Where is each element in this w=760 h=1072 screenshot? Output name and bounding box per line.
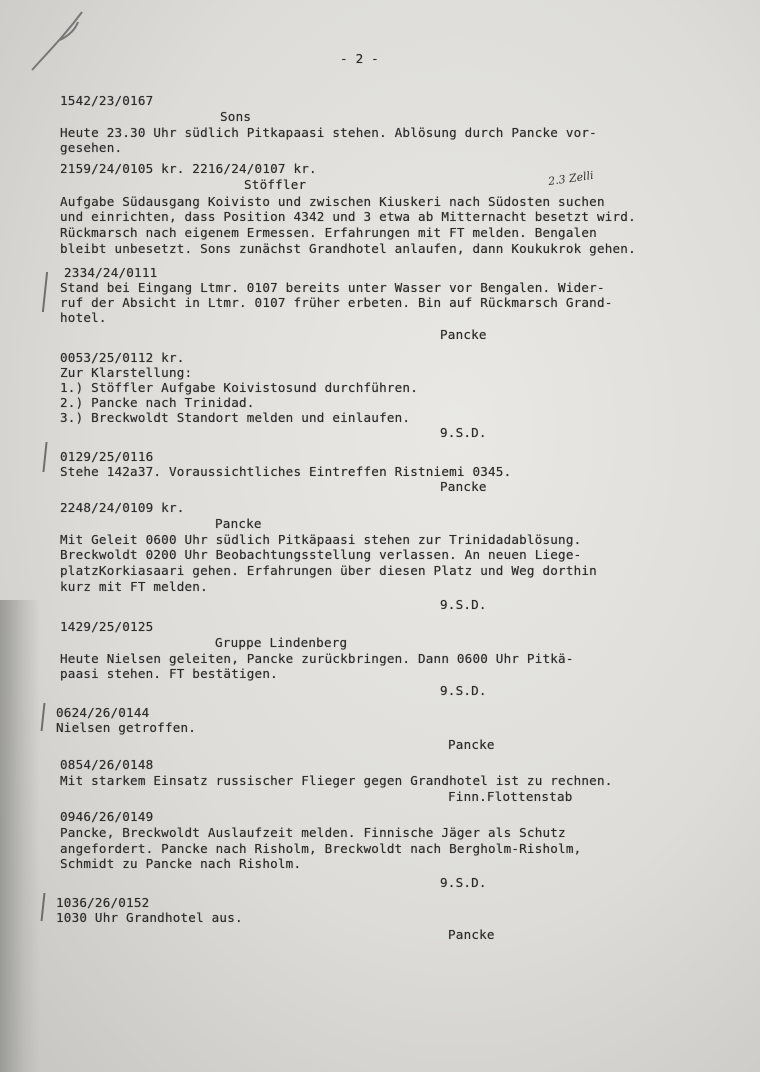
entry-header: 1036/26/0152 [56,895,150,910]
margin-mark [41,893,49,921]
entry-text: und einrichten, dass Position 4342 und 3 etwa ab Mitternacht besetzt wird. [60,209,636,224]
entry-text: Pancke, Breckwoldt Auslaufzeit melden. Finnische Jäger als Schutz [60,825,566,840]
entry-text: ruf der Absicht in Ltmr. 0107 früher erbeten. Bin auf Rückmarsch Grand- [60,295,613,310]
entry-sender: Pancke [448,927,495,942]
entry-addressee: Gruppe Lindenberg [215,635,348,650]
entry-text: Zur Klarstellung: [60,365,193,380]
entry-header: 0624/26/0144 [56,705,150,720]
entry-header: 0129/25/0116 [60,449,154,464]
entry-sender: 9.S.D. [440,875,487,890]
entry-sender: Finn.Flottenstab [448,789,573,804]
list-item: 1.) Stöffler Aufgabe Koivistosund durchführen. [60,380,418,395]
entry-text: Mit Geleit 0600 Uhr südlich Pitkäpaasi stehen zur Trinidadablösung. [60,532,582,547]
entry-sender: Pancke [440,479,487,494]
entry-sender: Pancke [440,327,487,342]
entry-text: Stehe 142a37. Voraussichtliches Eintreffen Ristniemi 0345. [60,464,512,479]
entry-text: hotel. [60,310,107,325]
entry-text: 1030 Uhr Grandhotel aus. [56,910,243,925]
entry-sender: 9.S.D. [440,683,487,698]
entry-sender: 9.S.D. [440,597,487,612]
entry-header: 2159/24/0105 kr. 2216/24/0107 kr. [60,161,317,176]
entry-header: 0053/25/0112 kr. [60,350,185,365]
page-number: - 2 - [340,51,379,66]
entry-text: Aufgabe Südausgang Koivisto und zwischen Kiuskeri nach Südosten suchen [60,194,605,209]
entry-text: Mit starkem Einsatz russischer Flieger gegen Grandhotel ist zu rechnen. [60,773,613,788]
entry-addressee: Pancke [215,516,262,531]
entry-header: 0854/26/0148 [60,757,154,772]
entry-text: angefordert. Pancke nach Risholm, Breckwoldt nach Bergholm-Risholm, [60,841,582,856]
corner-scribble [20,0,110,80]
handwritten-note: 2.3 Zelli [547,168,595,189]
entry-text: Rückmarsch nach eigenem Ermessen. Erfahrungen mit FT melden. Bengalen [60,225,597,240]
entry-header: 2248/24/0109 kr. [60,500,185,515]
entry-header: 2334/24/0111 [64,265,158,280]
entry-text: Nielsen getroffen. [56,720,197,735]
entry-text: platzKorkiasaari gehen. Erfahrungen über diesen Platz und Weg dorthin [60,563,597,578]
entry-sender: 9.S.D. [440,425,487,440]
margin-mark [42,272,51,312]
entry-header: 1429/25/0125 [60,619,154,634]
entry-text: Stand bei Eingang Ltmr. 0107 bereits unter Wasser vor Bengalen. Wider- [60,280,605,295]
entry-addressee: Stöffler [244,177,307,192]
entry-text: paasi stehen. FT bestätigen. [60,666,278,681]
entry-text: bleibt unbesetzt. Sons zunächst Grandhotel anlaufen, dann Koukukrok gehen. [60,241,636,256]
entry-text: gesehen. [60,140,123,155]
margin-mark [42,442,50,472]
list-item: 3.) Breckwoldt Standort melden und einlaufen. [60,410,411,425]
entry-header: 1542/23/0167 [60,93,154,108]
entry-text: Heute 23.30 Uhr südlich Pitkapaasi stehen. Ablösung durch Pancke vor- [60,125,597,140]
entry-sender: Pancke [448,737,495,752]
entry-text: Breckwoldt 0200 Uhr Beobachtungsstellung verlassen. An neuen Liege- [60,547,582,562]
entry-header: 0946/26/0149 [60,809,154,824]
scan-edge-shadow [0,600,40,1072]
entry-text: kurz mit FT melden. [60,579,208,594]
entry-text: Heute Nielsen geleiten, Pancke zurückbringen. Dann 0600 Uhr Pitkä- [60,651,574,666]
list-item: 2.) Pancke nach Trinidad. [60,395,255,410]
entry-text: Schmidt zu Pancke nach Risholm. [60,856,302,871]
margin-mark [41,703,49,731]
entry-addressee: Sons [220,109,252,124]
